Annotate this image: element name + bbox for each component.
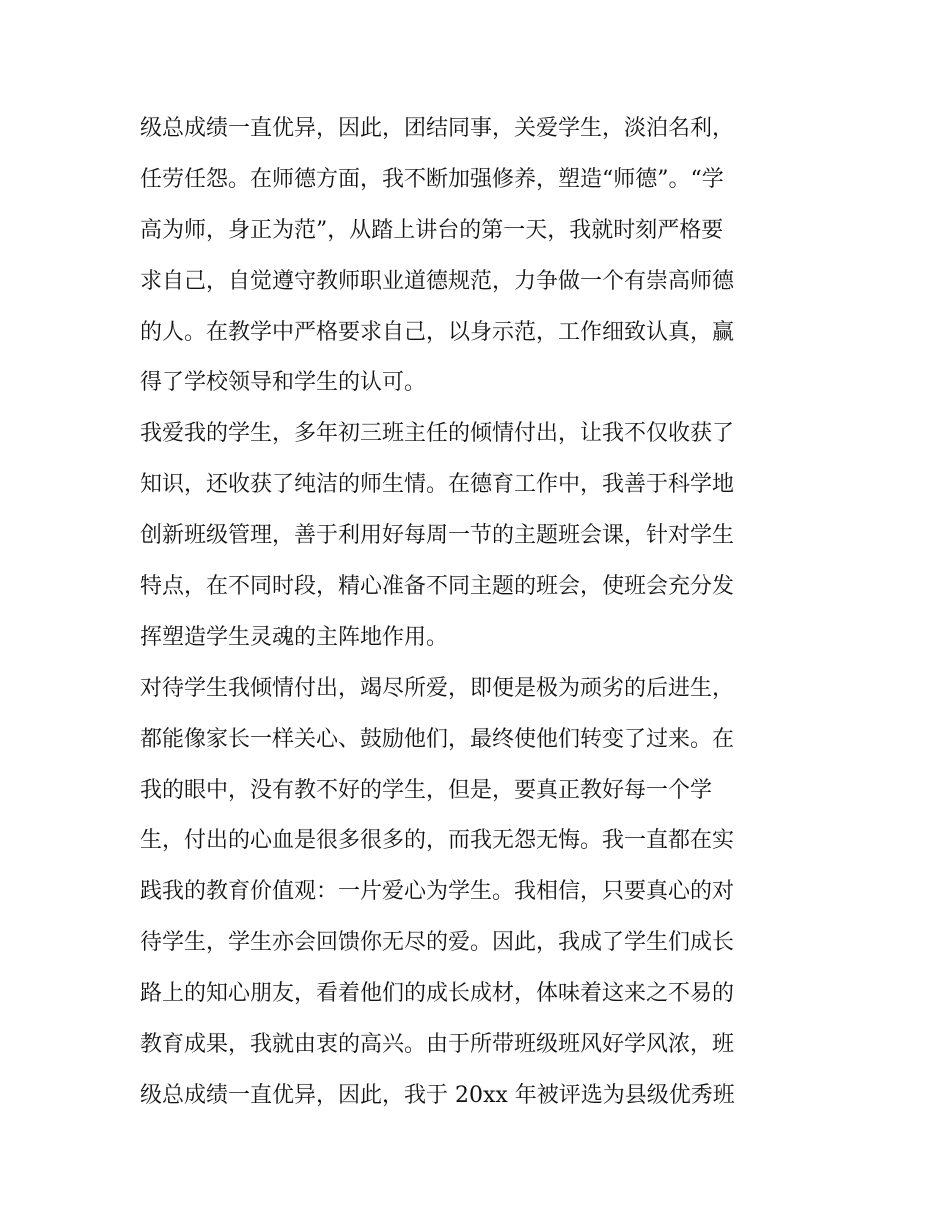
text-line: 践我的教育价值观：一片爱心为学生。我相信，只要真心的对 [140, 879, 735, 905]
text-line: 任劳任怨。在师德方面，我不断加强修养，塑造“师德”。“学 [140, 166, 724, 192]
text-line: 的人。在教学中严格要求自己，以身示范，工作细致认真，赢 [140, 319, 735, 345]
text-line: 生，付出的心血是很多很多的，而我无怨无悔。我一直都在实 [140, 828, 735, 854]
text-line: 挥塑造学生灵魂的主阵地作用。 [140, 624, 449, 650]
text-line: 我爱我的学生，多年初三班主任的倾情付出，让我不仅收获了 [140, 421, 735, 447]
text-line: 创新班级管理，善于利用好每周一节的主题班会课，针对学生 [140, 523, 735, 549]
text-line: 特点，在不同时段，精心准备不同主题的班会，使班会充分发 [140, 574, 735, 600]
text-line: 得了学校领导和学生的认可。 [140, 370, 427, 396]
text-line: 级总成绩一直优异，因此，我于 20xx 年被评选为县级优秀班 [140, 1082, 735, 1108]
text-line: 对待学生我倾情付出，竭尽所爱，即便是极为顽劣的后进生， [140, 675, 735, 701]
text-line: 路上的知心朋友，看着他们的成长成材，体味着这来之不易的 [140, 981, 735, 1007]
text-line: 我的眼中，没有教不好的学生，但是，要真正教好每一个学 [140, 777, 713, 803]
text-line: 级总成绩一直优异，因此，团结同事，关爱学生，淡泊名利， [140, 116, 735, 141]
text-line: 都能像家长一样关心、鼓励他们，最终使他们转变了过来。在 [140, 726, 735, 752]
text-line: 教育成果，我就由衷的高兴。由于所带班级班风好学风浓，班 [140, 1032, 735, 1058]
text-line: 知识，还收获了纯洁的师生情。在德育工作中，我善于科学地 [140, 472, 735, 498]
text-line: 待学生，学生亦会回馈你无尽的爱。因此，我成了学生们成长 [140, 930, 735, 956]
text-line: 高为师，身正为范”，从踏上讲台的第一天，我就时刻严格要 [140, 217, 724, 243]
text-line: 求自己，自觉遵守教师职业道德规范，力争做一个有崇高师德 [140, 268, 735, 294]
document-body [140, 104, 820, 1122]
